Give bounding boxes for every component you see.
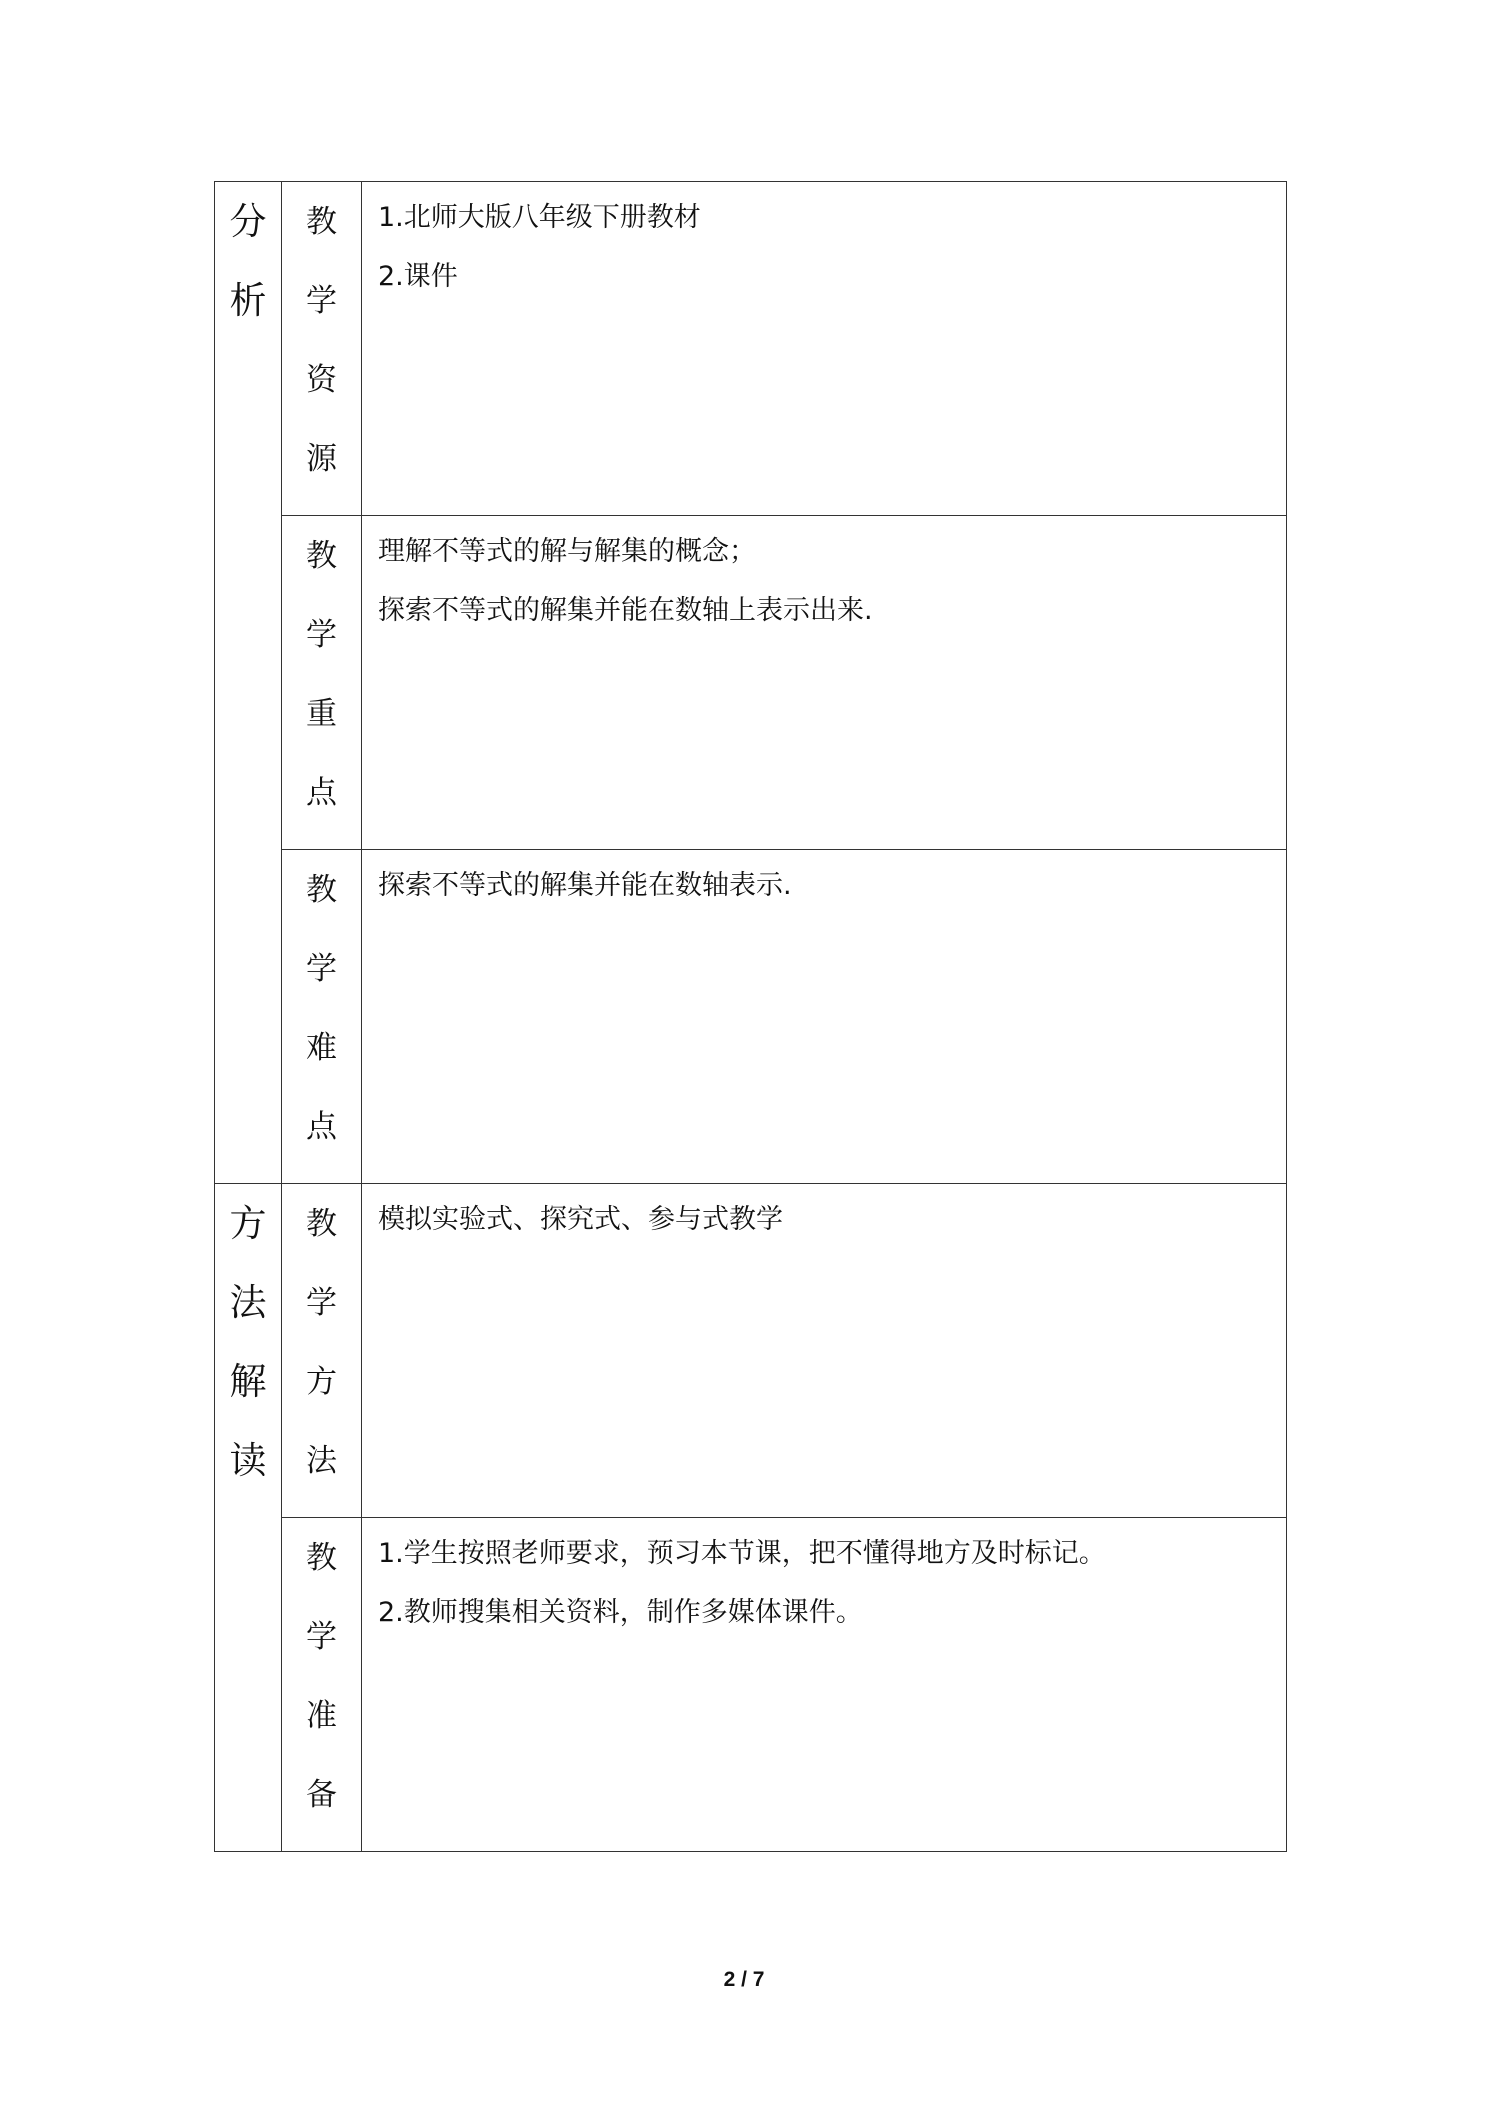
- label-cell-teaching-resources: [282, 182, 362, 516]
- label-char: 教: [306, 872, 337, 908]
- label-cell-key-points: [282, 516, 362, 850]
- page-number: 2 / 7: [723, 1968, 765, 1991]
- content-cell-key-points: [362, 516, 1287, 850]
- category-char: 法: [229, 1281, 267, 1324]
- content-line: 理解不等式的解与解集的概念；: [378, 536, 756, 567]
- label-char: 资: [306, 362, 337, 398]
- label-char: 教: [306, 204, 337, 240]
- label-char: 准: [306, 1698, 337, 1734]
- label-char: 点: [306, 1109, 337, 1145]
- content-line: 1.学生按照老师要求，预习本节课，把不懂得地方及时标记。: [378, 1538, 1106, 1569]
- content-cell-difficult-points: [362, 850, 1287, 1184]
- table-row: [215, 850, 1287, 1184]
- label-char: 教: [306, 538, 337, 574]
- content-line: 探索不等式的解集并能在数轴上表示出来.: [378, 595, 873, 626]
- label-cell-teaching-preparation: [282, 1518, 362, 1852]
- label-cell-teaching-method: [282, 1184, 362, 1518]
- label-char: 法: [306, 1443, 337, 1479]
- content-line: 2.课件: [378, 261, 458, 292]
- lesson-plan-table: [214, 181, 1287, 1852]
- label-char: 源: [306, 441, 337, 477]
- label-char: 教: [306, 1206, 337, 1242]
- content-line: 2.教师搜集相关资料，制作多媒体课件。: [378, 1597, 863, 1628]
- content-cell-teaching-method: [362, 1184, 1287, 1518]
- category-cell-method: [215, 1184, 282, 1852]
- label-char: 学: [306, 1619, 337, 1655]
- content-cell-teaching-preparation: [362, 1518, 1287, 1852]
- label-cell-difficult-points: [282, 850, 362, 1184]
- category-char: 方: [229, 1202, 267, 1245]
- label-char: 学: [306, 1285, 337, 1321]
- table-row: [215, 1184, 1287, 1518]
- content-line: 1.北师大版八年级下册教材: [378, 202, 701, 233]
- label-char: 学: [306, 951, 337, 987]
- label-char: 备: [306, 1777, 337, 1813]
- content-cell-teaching-resources: [362, 182, 1287, 516]
- label-char: 点: [306, 775, 337, 811]
- category-char: 析: [229, 279, 267, 322]
- category-cell-analysis: [215, 182, 282, 1184]
- label-char: 教: [306, 1540, 337, 1576]
- table-row: [215, 516, 1287, 850]
- label-char: 重: [306, 696, 337, 732]
- category-char: 分: [229, 200, 267, 243]
- label-char: 方: [306, 1364, 337, 1400]
- content-line: 模拟实验式、探究式、参与式教学: [378, 1204, 783, 1235]
- category-char: 解: [229, 1360, 267, 1403]
- category-char: 读: [229, 1439, 267, 1482]
- label-char: 难: [306, 1030, 337, 1066]
- label-char: 学: [306, 283, 337, 319]
- content-line: 探索不等式的解集并能在数轴表示.: [378, 870, 792, 901]
- table-row: [215, 1518, 1287, 1852]
- table-row: [215, 182, 1287, 516]
- label-char: 学: [306, 617, 337, 653]
